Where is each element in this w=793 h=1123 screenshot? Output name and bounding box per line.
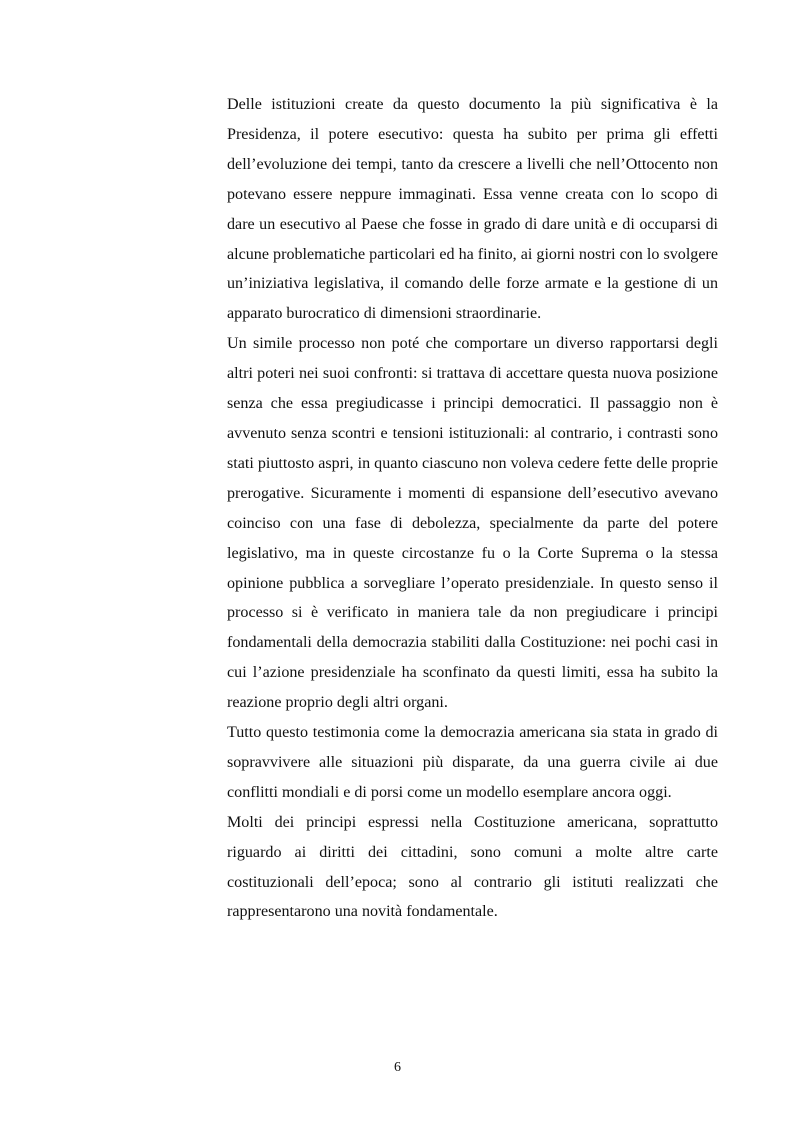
paragraph-presidency: Delle istituzioni create da questo documento la più significativa è la Presidenza, il potere esecutivo: questa ha subito per prima gli effetti dell’evoluzione dei tempi, tanto da crescere a livelli che nell’Ottocento non potevano essere neppure immaginati. Essa venne creata con lo scopo di dare un esecutivo al Paese che fosse in grado di dare unità e di occuparsi di alcune problematiche particolari ed ha finito, ai giorni nostri con lo svolgere un’iniziativa legislativa, il comando delle forze armate e la gestione di un apparato burocratico di dimensioni straordinarie.: [227, 96, 718, 323]
body-text: [227, 90, 718, 927]
page-number: 6: [394, 1060, 401, 1075]
paragraph-powers-balance: Un simile processo non poté che comportare un diverso rapportarsi degli altri poteri nei suoi confronti: si trattava di accettare questa nuova posizione senza che essa pregiudicasse i principi democratici. Il passaggio non è avvenuto senza scontri e tensioni istituzionali: al contrario, i contrasti sono stati piuttosto aspri, in quanto ciascuno non voleva cedere fette delle proprie prerogative. Sicuramente i momenti di espansione dell’esecutivo avevano coinciso con una fase di debolezza, specialmente da parte del potere legislativo, ma in queste circostanze fu o la Corte Suprema o la stessa opinione pubblica a sorvegliare l’operato presidenziale. In questo senso il processo si è verificato in maniera tale da non pregiudicare i principi fondamentali della democrazia stabiliti dalla Costituzione: nei pochi casi in cui l’azione presidenziale ha sconfinato da questi limiti, essa ha subito la reazione proprio degli altri organi.: [227, 335, 718, 712]
paragraph-constitutional-principles: Molti dei principi espressi nella Costituzione americana, soprattutto riguardo ai diritti dei cittadini, sono comuni a molte altre carte costituzionali dell’epoca; sono al contrario gli istituti realizzati che rappresentarono una novità fondamentale.: [227, 813, 718, 921]
paragraph-democracy-survival: Tutto questo testimonia come la democrazia americana sia stata in grado di sopravvivere alle situazioni più disparate, da una guerra civile ai due conflitti mondiali e di porsi come un modello esemplare ancora oggi.: [227, 724, 718, 801]
